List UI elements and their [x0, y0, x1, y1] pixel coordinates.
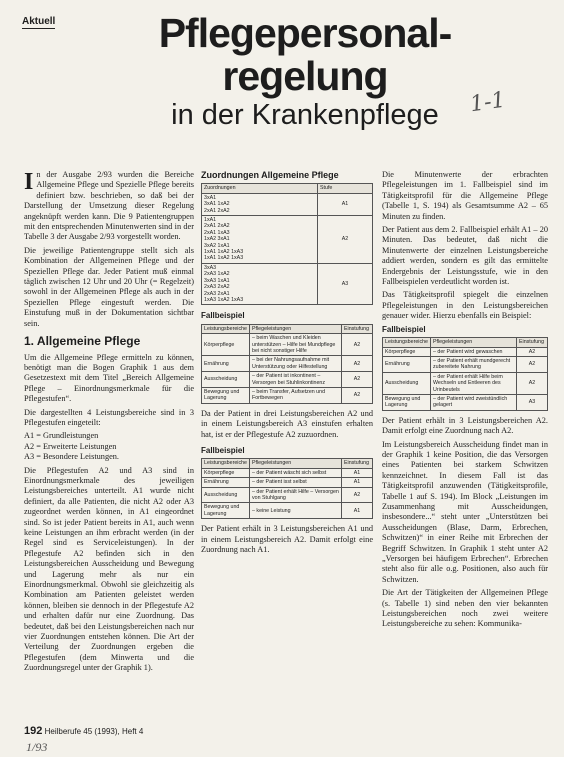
table-cell-bereich: Bewegung und Lagerung — [383, 394, 431, 410]
table-row — [202, 334, 373, 356]
table-cell-stufe: A2 — [517, 347, 548, 356]
table-row — [202, 193, 373, 215]
table-cell-bereich: Bewegung und Lagerung — [202, 503, 250, 519]
table-cell-leistung: – keine Leistung — [250, 503, 342, 519]
example-table-1 — [201, 324, 373, 404]
table-row — [202, 372, 373, 388]
table-cell-stufe: A2 — [517, 372, 548, 394]
list-item: A3 = Besondere Leistungen. — [24, 452, 120, 462]
table-header: Stufe — [318, 184, 373, 193]
table-cell-codes: 3xA3 2xA3 1xA2 3xA3 1xA1 2xA3 2xA2 2xA3 2xA1 1xA3 1xA2 1xA3 — [202, 263, 318, 304]
table-cell-stufe: A1 — [342, 468, 373, 477]
table-cell-codes: 3xA1 3xA1 1xA2 2xA1 2xA2 — [202, 193, 318, 215]
table-cell-leistung: – der Patient ist inkontinent – Versorgen bei Stuhlinkontinenz — [250, 372, 342, 388]
table-cell-bereich: Bewegung und Lagerung — [202, 387, 250, 403]
table-cell-bereich: Körperpflege — [202, 468, 250, 477]
paragraph: Im Leistungsbereich Ausscheidung findet man in der Graphik 1 keine Position, die das Versorgen eines Patienten bei starkem Schwitzen kennzeichnet. In diesem Fall ist das Tätigkeitsprofil anzuwenden (Tätigkeitsprofile, Tabelle 1 auf S. 194). Im Block „Leistungen im Zusammenhang mit Ausscheidungen, insbesondere...“ steht unter „Unterstützen bei Ausscheidungen (Blase, Darm, Erbrechen, Schwitzen)“ in einer Reihe mit Erbrechen der Begriff Schwitzen. In Graphik 1 steht unter A2 „Versorgen bei häufigem Erbrechen“. Erbrechen steht also für alle o.g. Positionen, also auch für Schwitzen. — [382, 439, 548, 584]
table-cell-stufe: A3 — [517, 394, 548, 410]
page-footer — [24, 725, 143, 737]
table-cell-leistung: – der Patient wäscht sich selbst — [250, 468, 342, 477]
table-row — [202, 216, 373, 264]
article-title — [80, 12, 530, 132]
table-cell-leistung: – der Patient isst selbst — [250, 478, 342, 487]
example-title: Fallbeispiel — [201, 311, 245, 321]
table-cell-stufe: A2 — [517, 356, 548, 372]
table-row — [383, 394, 548, 410]
table-row — [202, 503, 373, 519]
table-cell-bereich: Ausscheidung — [202, 372, 250, 388]
table-cell-leistung: – beim Waschen und Kleiden unterstützen – Hilfe bei Mundpflege bei nicht sonstiger Hilfe — [250, 334, 342, 356]
paragraph: Die Pflegestufen A2 und A3 sind in Einordnungsmerkmale des jeweiligen Leistungsbereiches unterteilt. A1 wurde nicht definiert, da alle Patienten, die nicht A2 oder A3 zugeordnet werden können, in A1 eingeordnet sind. So ist jeder Patient bereits in A1, auch wenn keine Leistungen an ihm erbracht werden (in der Regel sind es Serviceleistungen). In der Pflegestufe A2 befinden sich in den Leistungsbereichen Ausscheidung und Bewegung und Lagerung mehr als nur ein Einordnungsmerkmal. Obwohl sie gleichzeitig als Kombination am Patienten geleistet werden können, bleiben sie dennoch in der Pflegestufe A2 und erhalten dafür nur eine Zuordnung. Das bedeutet, daß bei den Leistungsbereichen nach nur vier Zuordnungen entstehen können. Die Art der Verteilung der Zuordnungen ergeben die Pflegestufen (dem Minwerta und die Zuordnungsregel unter der Graphik 1). — [24, 465, 194, 673]
table-cell-leistung: – beim Transfer, Aufsetzen und Fortbewegen — [250, 387, 342, 403]
paragraph: Die dargestellten 4 Leistungsbereiche sind in 3 Pflegestufen eingeteilt: — [24, 407, 194, 427]
table-cell-bereich: Körperpflege — [202, 334, 250, 356]
handwritten-footnote: 1/93 — [26, 740, 48, 754]
text-column-2 — [201, 170, 373, 558]
table-cell-stufe: A1 — [342, 478, 373, 487]
table-header: Leistungsbereiche — [383, 338, 431, 347]
citation: Heilberufe 45 (1993), Heft 4 — [44, 727, 144, 736]
table-header: Pflegeleistungen — [250, 324, 342, 333]
paragraph: Der Patient erhält in 3 Leistungsbereichen A2. Damit erfolgt eine Zuordnung nach A2. — [382, 415, 548, 436]
example-title: Fallbeispiel — [201, 446, 245, 455]
list-item: A1 = Grundleistungen — [24, 431, 99, 441]
table-header: Einstufung — [342, 459, 373, 468]
title-line-2: regelung — [222, 53, 388, 99]
table-row — [383, 356, 548, 372]
table-row — [383, 347, 548, 356]
page-number: 192 — [24, 725, 43, 737]
paragraph: Der Patient erhält in 3 Leistungsbereichen A1 und in einem Leistungsbereich A2. Damit erfolgt eine Zuordnung nach A1. — [201, 524, 373, 555]
table-header: Zuordnungen — [202, 184, 318, 193]
table-header: Pflegeleistungen — [431, 338, 517, 347]
paragraph: Die jeweilige Patientengruppe stellt sich als Kombination der Allgemeinen Pflege und der Speziellen Pflege dar. Jeder Patient muß einmal täglich zwischen 12 Uhr und 20 Uhr (= Regelzeit) sowohl in der Allgemeinen Pflege als auch in der Speziellen Pflege eingestuft werden. Die Einstufung muß in der Dokumentation sichtbar sein. — [24, 245, 194, 328]
table-cell-leistung: – der Patient wird zweistündlich gelagert — [431, 394, 517, 410]
table-header: Einstufung — [342, 324, 373, 333]
table-row — [202, 387, 373, 403]
drop-cap: I — [24, 169, 34, 195]
table-cell-stufe: A3 — [318, 263, 373, 304]
table-cell-bereich: Ausscheidung — [383, 372, 431, 394]
paragraph: Um die Allgemeine Pflege ermitteln zu können, benötigt man die Bogen Graphik 1 aus dem Gesetzestext mit dem Titel „Bereich Allgemeine Pflege – Einordnungsmerkmale für die Pflegestufen“. — [24, 352, 194, 404]
intro-text: n der Ausgabe 2/93 wurden die Bereiche Allgemeine Pflege und Spezielle Pflege bereits definiert bzw. beschrieben, so daß bei der Darstellung der Umsetzung dieser Regelung angeknüpft werden kann. Die 9 Patientengruppen mit den entsprechenden Minutenwerten sind in der Tabelle 3 der Ausgabe 2/93 vorgestellt worden. — [24, 170, 194, 242]
table-cell-leistung: – der Patient erhält Hilfe beim Wechseln und Entleeren des Urinbeutels — [431, 372, 517, 394]
table-cell-stufe: A2 — [342, 334, 373, 356]
example-table-3 — [382, 337, 548, 411]
table-row — [202, 487, 373, 503]
table-cell-codes: 1xA1 2xA1 2xA2 2xA1 1xA3 1xA2 3xA1 3xA2 1xA1 1xA1 1xA2 1xA3 1xA1 1xA2 1xA3 — [202, 216, 318, 264]
title-line-1: Pflegepersonal- — [158, 10, 452, 56]
table-row — [202, 478, 373, 487]
table-cell-bereich: Ernährung — [202, 356, 250, 372]
list-item: A2 = Erweiterte Leistungen — [24, 441, 117, 451]
table-cell-leistung: – der Patient erhält Hilfe – Versorgen von Stuhlgang — [250, 487, 342, 503]
table-cell-bereich: Ernährung — [383, 356, 431, 372]
table-cell-stufe: A2 — [318, 216, 373, 264]
table-cell-stufe: A2 — [342, 487, 373, 503]
table-cell-leistung: – der Patient erhält mundgerecht zubereitete Nahrung — [431, 356, 517, 372]
section-heading: 1. Allgemeine Pflege — [24, 334, 141, 349]
section-tag: Aktuell — [22, 16, 56, 27]
paragraph: Da der Patient in drei Leistungsbereichen A2 und in einem Leistungsbereich A3 einstufen erhalten hat, ist er der Pflegestufe A2 zuzuordnen. — [201, 408, 373, 439]
paragraph: Das Tätigkeitsprofil spiegelt die einzelnen Pflegeleistungen in den Leistungsbereichen genauer wider. Hierzu ebenfalls ein Beispiel: — [382, 290, 548, 321]
table-header: Leistungsbereiche — [202, 324, 250, 333]
handwritten-note: 1-1 — [468, 87, 508, 118]
table-header: Leistungsbereiche — [202, 459, 250, 468]
table-header: Einstufung — [517, 338, 548, 347]
paragraph: Die Art der Tätigkeiten der Allgemeinen Pflege (s. Tabelle 1) sind neben den vier bekannten Leistungsbereichen noch zwei weitere Leistungsbereiche zu sehen: Kommunika- — [382, 588, 548, 629]
example-title: Fallbeispiel — [382, 324, 426, 334]
table-row — [202, 263, 373, 304]
table-cell-stufe: A1 — [342, 503, 373, 519]
table-row — [202, 356, 373, 372]
table-cell-bereich: Ernährung — [202, 478, 250, 487]
intro-paragraph — [24, 170, 194, 243]
table-cell-stufe: A2 — [342, 387, 373, 403]
table-cell-leistung: – der Patient wird gewaschen — [431, 347, 517, 356]
table-cell-bereich: Ausscheidung — [202, 487, 250, 503]
table-cell-stufe: A2 — [342, 372, 373, 388]
table-cell-stufe: A1 — [318, 193, 373, 215]
zuordnung-table — [201, 183, 373, 305]
table-cell-stufe: A2 — [342, 356, 373, 372]
text-column-1 — [24, 170, 194, 677]
table-row — [383, 372, 548, 394]
table-row — [202, 468, 373, 477]
table-cell-bereich: Körperpflege — [383, 347, 431, 356]
example-table-2 — [201, 458, 373, 519]
title-line-3: in der Krankenpflege — [171, 99, 439, 131]
text-column-3 — [382, 170, 548, 633]
box-title: Zuordnungen Allgemeine Pflege — [201, 170, 339, 180]
paragraph: Die Minutenwerte der erbrachten Pflegeleistungen im 1. Fallbeispiel sind im Tätigkeitsprofil für die Allgemeine Pflege (Tabelle 1, S. 194) als Gesamtsumme A2 – 65 Minuten zu finden. — [382, 170, 548, 221]
table-cell-leistung: – bei der Nahrungsaufnahme mit Unterstützung oder Hilfestellung — [250, 356, 342, 372]
paragraph: Der Patient aus dem 2. Fallbeispiel erhält A1 – 20 Minuten. Das bedeutet, daß nicht die Minutenwerte der einzelnen Leistungsbereiche addiert werden, sondern es gilt das ermittelte Endergebnis der Leistungsstufe, wie in den Fallbeispielen verdeutlicht worden ist. — [382, 225, 548, 287]
table-header: Pflegeleistungen — [250, 459, 342, 468]
